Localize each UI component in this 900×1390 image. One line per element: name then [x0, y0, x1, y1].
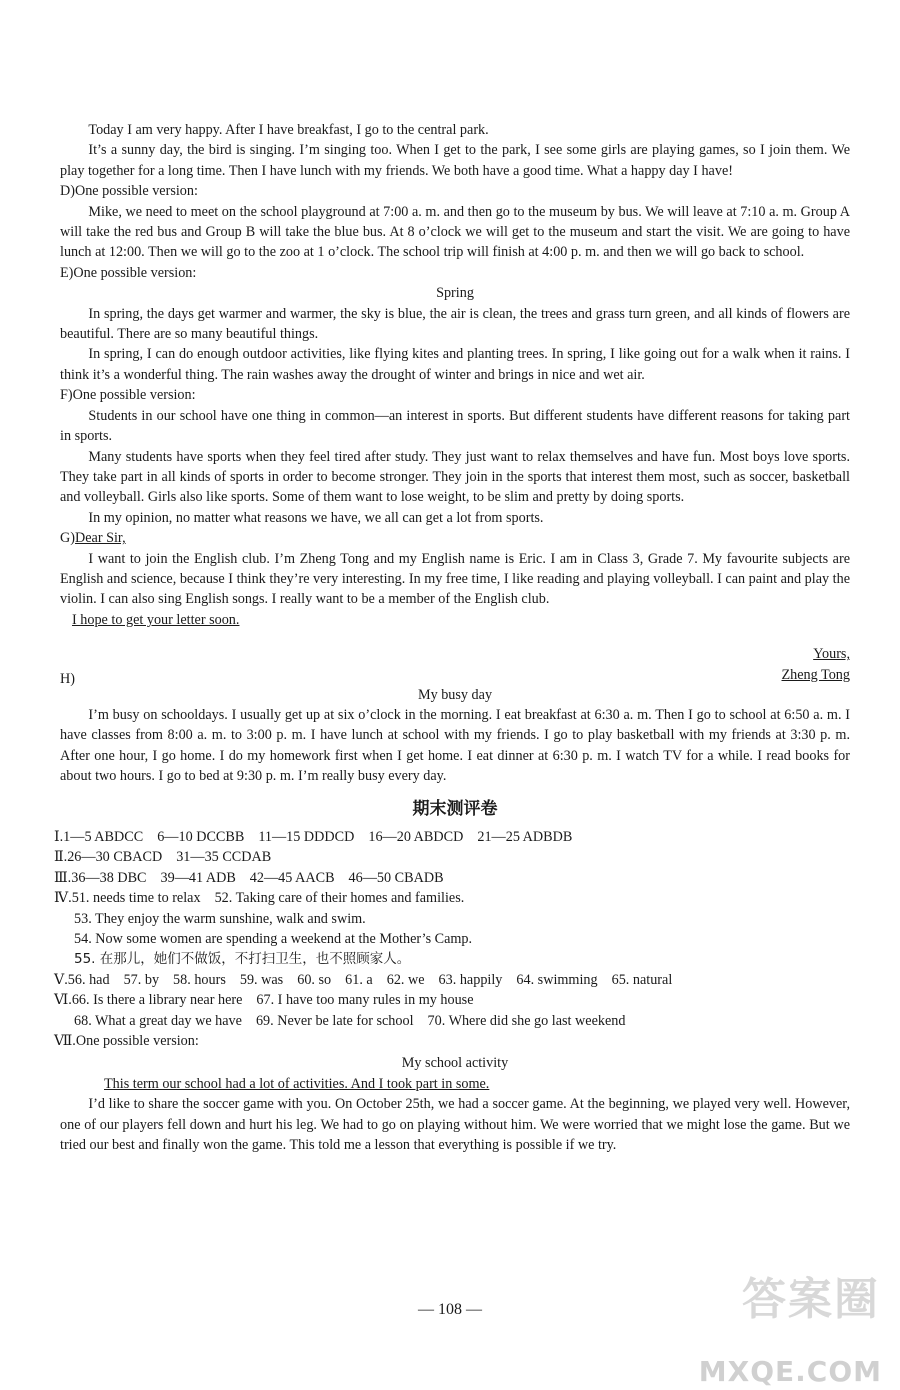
- r1-num: Ⅰ.: [54, 829, 64, 845]
- content-column: [54, 120, 850, 1156]
- r1-part-4: 16—20 ABDCD: [368, 829, 464, 845]
- answer-row-6b: [60, 1011, 850, 1031]
- r4-a51: 51. needs time to relax: [71, 890, 201, 907]
- g-closing-line: [60, 610, 850, 630]
- g-sign-1-line: [60, 644, 850, 664]
- answer-row-2: [54, 847, 850, 867]
- c-paragraph-2: It’s a sunny day, the bird is singing. I’m singing too. When I get to the park, I see some girls are playing games, so I join them. We play together for a long time. Then I have lunch with my friends. We both have a good time. What a happy day I have!: [60, 142, 850, 179]
- r5-part-7: 62. we: [386, 971, 425, 988]
- answer-row-3: [54, 868, 850, 888]
- r5-part-2: 57. by: [123, 971, 160, 988]
- answer-row-7: [54, 1031, 850, 1051]
- g-sign-1: Yours,: [813, 646, 850, 663]
- r3-num: Ⅲ.: [54, 869, 72, 886]
- r6-num: Ⅵ.: [54, 992, 72, 1009]
- g-salutation-line: [60, 528, 850, 548]
- answer-row-4: [54, 888, 850, 908]
- r5-part-10: 65. natural: [611, 971, 673, 988]
- watermark-logo: [698, 1274, 886, 1388]
- r5-part-9: 64. swimming: [516, 971, 598, 988]
- r4-num: Ⅳ.: [54, 890, 72, 907]
- r2-num: Ⅱ.: [54, 849, 68, 866]
- r3-part-4: 46—50 CBADB: [348, 869, 444, 886]
- r6-a69: 69. Never be late for school: [255, 1012, 414, 1029]
- answer-row-5: [54, 970, 850, 990]
- r5-part-6: 61. a: [345, 971, 373, 988]
- r6-a68: 68. What a great day we have: [74, 1012, 242, 1029]
- r7-title: My school activity: [401, 1055, 509, 1072]
- r3-part-3: 42—45 AACB: [249, 869, 335, 886]
- f-label: F)One possible version:: [60, 387, 196, 404]
- r1-part-3: 11—15 DDDCD: [258, 829, 355, 845]
- r7-num: Ⅶ.: [54, 1033, 76, 1050]
- h-paragraph-1: I’m busy on schooldays. I usually get up at six o’clock in the morning. I eat breakfast at 6:30 a. m. Then I go to school at 6:50 a. m. I have classes from 8:00 a. m. to 3:00 p. m. I have lunch at school with my friends. I go to play basketball with my friends at 3:30 p. m. After one hour, I go home. I do my homework first when I get home. I eat dinner at 6:30 p. m. I watch TV for a while. I read books for about two hours. I go to bed at 9:30 p. m. I’m really busy every day.: [60, 706, 850, 785]
- r5-part-1: 56. had: [67, 971, 110, 988]
- answer-row-6: [54, 990, 850, 1010]
- c-paragraph-1: Today I am very happy. After I have breakfast, I go to the central park.: [88, 122, 489, 138]
- h-label: H): [60, 670, 75, 687]
- f-paragraph-2: Many students have sports when they feel tired after study. They just want to relax themselves and have fun. Most boys love sports. They take part in all kinds of sports in order to become stronger. They join in the sports that interest them most, such as soccer, basketball and volleyball. Girls also like sports. Some of them want to lose weight, to be slim and pretty by doing sports.: [60, 448, 850, 506]
- answer-54: 54. Now some women are spending a weekend at the Mother’s Camp.: [74, 931, 473, 948]
- exam-heading: 期末测评卷: [412, 798, 498, 819]
- r1-part-5: 21—25 ADBDB: [477, 829, 573, 845]
- watermark-top: 答案圈: [742, 1274, 880, 1325]
- d-label: D)One possible version:: [60, 183, 198, 200]
- answer-row-1: [54, 827, 850, 847]
- r7-paragraph-1: I’d like to share the soccer game with you. On October 25th, we had a soccer game. At the beginning, we played very well. However, one of our players fell down and hurt his leg. We had to go on playing without him. We were worried that we might lose the game. But we tried our best and finally won the game. This told me a lesson that everything is possible if we try.: [60, 1096, 850, 1154]
- r7-first-sentence: This term our school had a lot of activities. And I took part in some.: [104, 1075, 490, 1092]
- page-number: — 108 —: [418, 1301, 482, 1318]
- answer-53: 53. They enjoy the warm sunshine, walk and swim.: [74, 910, 366, 927]
- r2-part-1: 26—30 CBACD: [67, 849, 163, 866]
- g-paragraph-1: I want to join the English club. I’m Zheng Tong and my English name is Eric. I am in Class 3, Grade 7. My favourite subjects are English and science, because I think they’re very interesting. In my free time, I like reading and playing volleyball. I can paint and play the violin. I can also sing English songs. I really want to be a member of the English club.: [60, 550, 850, 608]
- watermark-bottom: MXQE.COM: [698, 1354, 882, 1388]
- r5-part-3: 58. hours: [173, 971, 226, 988]
- r1-part-1: 1—5 ABDCC: [63, 829, 144, 845]
- h-title: My busy day: [417, 686, 493, 703]
- e-paragraph-2: In spring, I can do enough outdoor activities, like flying kites and planting trees. In spring, I like going out for a walk when it rains. I think it’s a wonderful thing. The rain washes away the drought of winter and brings in nice and wet air.: [60, 346, 850, 383]
- g-closing: I hope to get your letter soon.: [72, 611, 240, 628]
- r2-part-2: 31—35 CCDAB: [176, 849, 272, 866]
- r5-num: Ⅴ.: [54, 971, 68, 988]
- r6-a66: 66. Is there a library near here: [71, 992, 243, 1009]
- f-paragraph-1: Students in our school have one thing in common—an interest in sports. But different students have different reasons for taking part in sports.: [60, 407, 850, 445]
- e-label: E)One possible version:: [60, 264, 197, 281]
- r3-part-2: 39—41 ADB: [160, 869, 236, 886]
- e-title: Spring: [436, 285, 474, 302]
- r5-part-5: 60. so: [297, 971, 332, 988]
- r3-part-1: 36—38 DBC: [71, 869, 147, 886]
- r4-a52: 52. Taking care of their homes and families.: [214, 890, 465, 907]
- r7-label: One possible version:: [75, 1033, 199, 1050]
- answer-55: 55. 在那儿，她们不做饭，不打扫卫生，也不照顾家人。: [74, 951, 411, 968]
- d-paragraph-1: Mike, we need to meet on the school playground at 7:00 a. m. and then go to the museum by bus. We will leave at 7:10 a. m. Group A will take the red bus and Group B will take the blue bus. At 8 o’clock we will get to the museum and start the visit. We are going to have lunch at 12:00. Then we will go to the zoo at 1 o’clock. The school trip will finish at 4:00 p. m. and then we will go back to school.: [60, 203, 850, 261]
- r5-part-4: 59. was: [239, 971, 284, 988]
- r1-part-2: 6—10 DCCBB: [157, 829, 245, 845]
- g-label: G): [60, 530, 75, 547]
- e-paragraph-1: In spring, the days get warmer and warmer, the sky is blue, the air is clean, the trees and grass turn green, and all kinds of flowers are beautiful. There are so many beautiful things.: [60, 305, 850, 343]
- r6-a67: 67. I have too many rules in my house: [256, 992, 474, 1009]
- g-sign-2: Zheng Tong: [781, 666, 850, 683]
- r6-a70: 70. Where did she go last weekend: [427, 1012, 626, 1029]
- r5-part-8: 63. happily: [438, 971, 503, 988]
- f-paragraph-3: In my opinion, no matter what reasons we have, we all can get a lot from sports.: [88, 509, 544, 526]
- g-salutation: Dear Sir,: [74, 530, 126, 547]
- r7-first-line: [60, 1074, 850, 1094]
- h-header-row: [60, 665, 850, 685]
